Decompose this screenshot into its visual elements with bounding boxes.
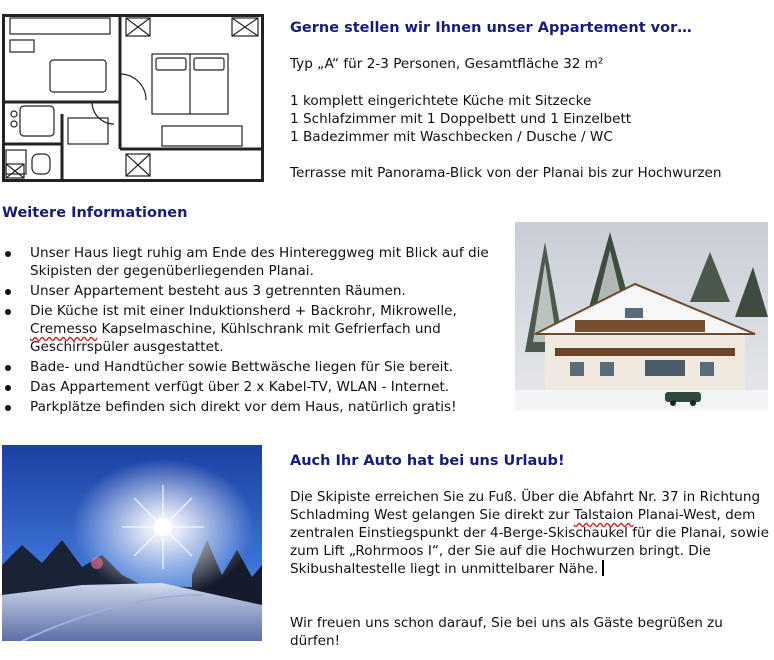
misspelled-word: Talstaion	[573, 507, 634, 523]
room-list	[290, 92, 631, 146]
info-heading: Weitere Informationen	[2, 205, 188, 221]
info-bullet-list	[2, 244, 502, 418]
floor-plan-drawing	[2, 14, 264, 182]
list-item: Parkplätze befinden sich direkt vor dem Haus, natürlich gratis!	[2, 398, 502, 416]
car-heading: Auch Ihr Auto hat bei uns Urlaub!	[290, 453, 565, 469]
closing-line: Wir freuen uns schon darauf, Sie bei uns als Gäste begrüßen zu dürfen!	[290, 615, 723, 649]
house-photo	[515, 222, 768, 410]
ski-slope-photo	[2, 445, 262, 641]
list-item: Die Küche ist mit einer Induktionsherd + Backrohr, Mikrowelle, Cremesso Kapselmaschine, Kühlschrank mit Gefrierfach und Geschirrspüler ausgestattet.	[2, 302, 502, 356]
apartment-type-line: Typ „A“ für 2-3 Personen, Gesamtfläche 32 m²	[290, 56, 604, 72]
room-line: 1 Badezimmer mit Waschbecken / Dusche / WC	[290, 129, 613, 145]
list-item: Das Appartement verfügt über 2 x Kabel-TV, WLAN - Internet.	[2, 378, 502, 396]
car-paragraph: Die Skipiste erreichen Sie zu Fuß. Über die Abfahrt Nr. 37 in Richtung Schladming West gelangen Sie direkt zur Talstaion Planai-West, dem zentralen Einstiegspunkt der 4-Berge-Skischaukel für die Planai, sowie zum Lift „Rohrmoos I“, der Sie auf die Hochwurzen bringt. Die Skibushaltestelle liegt in unmittelbarer Nähe.	[290, 489, 769, 577]
room-line: 1 komplett eingerichtete Küche mit Sitzecke	[290, 93, 592, 109]
list-item: Unser Haus liegt ruhig am Ende des Hintereggweg mit Blick auf die Skipisten der gegenüberliegenden Planai.	[2, 244, 502, 280]
apartment-heading: Gerne stellen wir Ihnen unser Appartement vor…	[290, 20, 692, 36]
text-cursor	[602, 560, 604, 576]
room-line: 1 Schlafzimmer mit 1 Doppelbett und 1 Einzelbett	[290, 111, 632, 127]
list-item: Unser Appartement besteht aus 3 getrennten Räumen.	[2, 282, 502, 300]
list-item: Bade- und Handtücher sowie Bettwäsche liegen für Sie bereit.	[2, 358, 502, 376]
terrace-line: Terrasse mit Panorama-Blick von der Planai bis zur Hochwurzen	[290, 165, 722, 181]
misspelled-word: Cremesso	[30, 321, 98, 337]
